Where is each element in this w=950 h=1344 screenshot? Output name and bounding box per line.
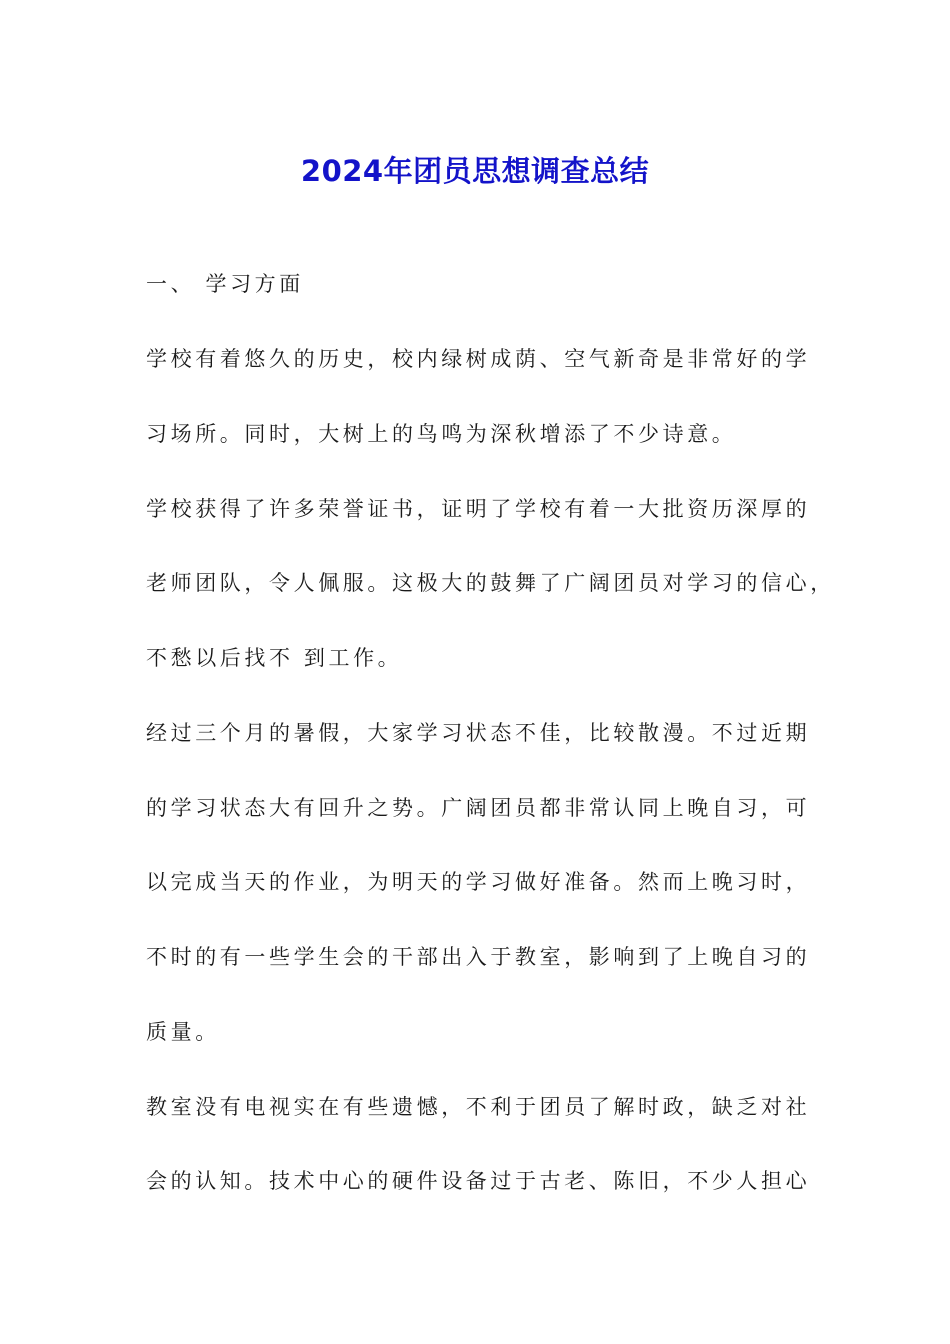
- section-heading: 一、 学习方面: [146, 272, 304, 296]
- paragraph-line: 会的认知。技术中心的硬件设备过于古老、陈旧，不少人担心: [146, 1169, 811, 1193]
- paragraph-line: 不时的有一些学生会的干部出入于教室，影响到了上晚自习的: [146, 945, 811, 969]
- paragraph-line: 教室没有电视实在有些遗憾，不利于团员了解时政，缺乏对社: [146, 1095, 811, 1119]
- document-title: 2024年团员思想调查总结: [300, 154, 650, 189]
- paragraph-line: 不愁以后找不 到工作。: [146, 646, 403, 670]
- paragraph-line: 以完成当天的作业，为明天的学习做好准备。然而上晚习时，: [146, 870, 811, 894]
- paragraph-line: 的学习状态大有回升之势。广阔团员都非常认同上晚自习，可: [146, 796, 811, 820]
- paragraph-line: 经过三个月的暑假，大家学习状态不佳，比较散漫。不过近期: [146, 721, 811, 745]
- paragraph-line: 学校获得了许多荣誉证书，证明了学校有着一大批资历深厚的: [146, 497, 811, 521]
- paragraph-line: 习场所。同时，大树上的鸟鸣为深秋增添了不少诗意。: [146, 422, 737, 446]
- paragraph-line: 老师团队，令人佩服。这极大的鼓舞了广阔团员对学习的信心，: [146, 571, 835, 595]
- paragraph-line: 学校有着悠久的历史，校内绿树成荫、空气新奇是非常好的学: [146, 347, 811, 371]
- paragraph-line: 质量。: [146, 1020, 220, 1044]
